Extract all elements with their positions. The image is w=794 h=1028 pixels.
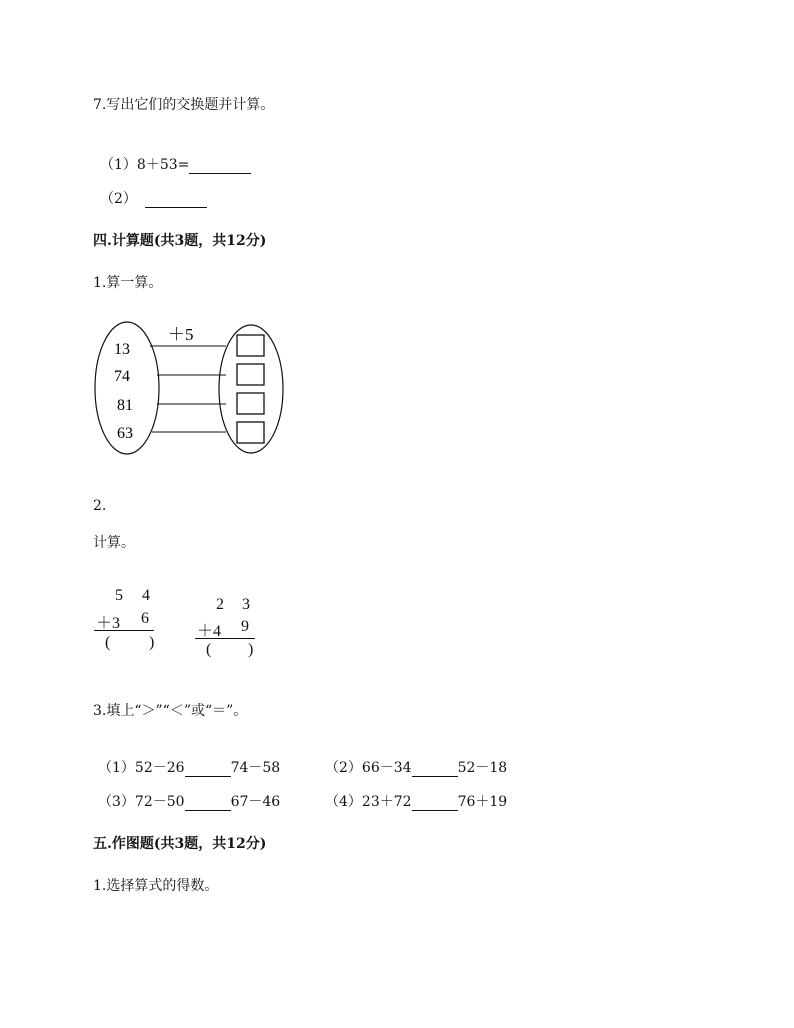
s4-q2-number: 2. [93,498,107,514]
v2-top-ones: 3 [242,596,250,613]
compare-right: 74－58 [230,760,281,776]
section5-heading: 五.作图题(共3题，共12分) [93,836,267,852]
compare-item-4 [325,791,507,811]
s4-q3-title: 3.填上“＞”“＜”或“＝”。 [93,703,248,719]
connector-lines [150,346,226,432]
answer-box[interactable] [237,364,264,385]
compare-left: 72－50 [134,794,185,810]
v2-operator-tens: ＋4 [197,623,222,640]
v1-paren-close: ) [149,634,155,651]
compare-answer-blank[interactable] [412,762,458,777]
q7-item-2-answer-blank[interactable] [145,193,207,208]
mapping-diagram [90,318,290,458]
compare-left: 52－26 [134,760,185,776]
compare-right: 52－18 [457,760,508,776]
answer-box[interactable] [237,422,264,443]
v2-top-tens: 2 [216,596,224,613]
compare-answer-blank[interactable] [185,796,231,811]
compare-left: 23＋72 [361,794,412,810]
q7-item-1-label: （1） [100,157,137,173]
q7-item-2-label: （2） [100,191,137,207]
compare-left: 66－34 [361,760,412,776]
input-value: 81 [117,397,133,414]
input-value: 74 [114,368,130,385]
v1-paren-open: ( [105,634,111,651]
operator-label: ＋5 [168,325,194,344]
q7-item-2 [100,188,207,208]
v2-sum-line [195,638,255,639]
s4-q1-title: 1.算一算。 [93,275,163,291]
compare-item-3 [98,791,280,811]
v1-bottom-ones: 6 [141,610,149,627]
compare-label: （4） [325,794,362,810]
compare-right: 76＋19 [457,794,508,810]
compare-item-2 [325,757,507,777]
input-value: 13 [114,341,130,358]
v1-answer-slot[interactable] [114,634,146,652]
answer-box[interactable] [237,393,264,414]
compare-answer-blank[interactable] [412,796,458,811]
answer-box[interactable] [237,335,264,356]
compare-label: （1） [98,760,135,776]
v1-sum-line [94,630,154,631]
q7-item-1-expr: 8＋53= [136,157,190,173]
v2-paren-close: ) [248,641,254,658]
compare-label: （2） [325,760,362,776]
v1-top-ones: 4 [142,587,150,604]
q7-item-1-answer-blank[interactable] [189,159,251,174]
s5-q1-title: 1.选择算式的得数。 [93,878,219,894]
q7-item-1 [100,154,251,174]
s4-q2-title: 计算。 [93,535,135,551]
compare-label: （3） [98,794,135,810]
input-value: 63 [117,425,133,442]
v2-bottom-ones: 9 [241,618,249,635]
section4-heading: 四.计算题(共3题，共12分) [93,233,267,249]
v2-answer-slot[interactable] [215,641,245,659]
compare-right: 67－46 [230,794,281,810]
v1-top-tens: 5 [115,587,123,604]
compare-answer-blank[interactable] [185,762,231,777]
v2-paren-open: ( [206,641,212,658]
compare-item-1 [98,757,280,777]
v1-operator-tens: ＋3 [96,615,121,632]
q7-title: 7.写出它们的交换题并计算。 [93,97,275,113]
